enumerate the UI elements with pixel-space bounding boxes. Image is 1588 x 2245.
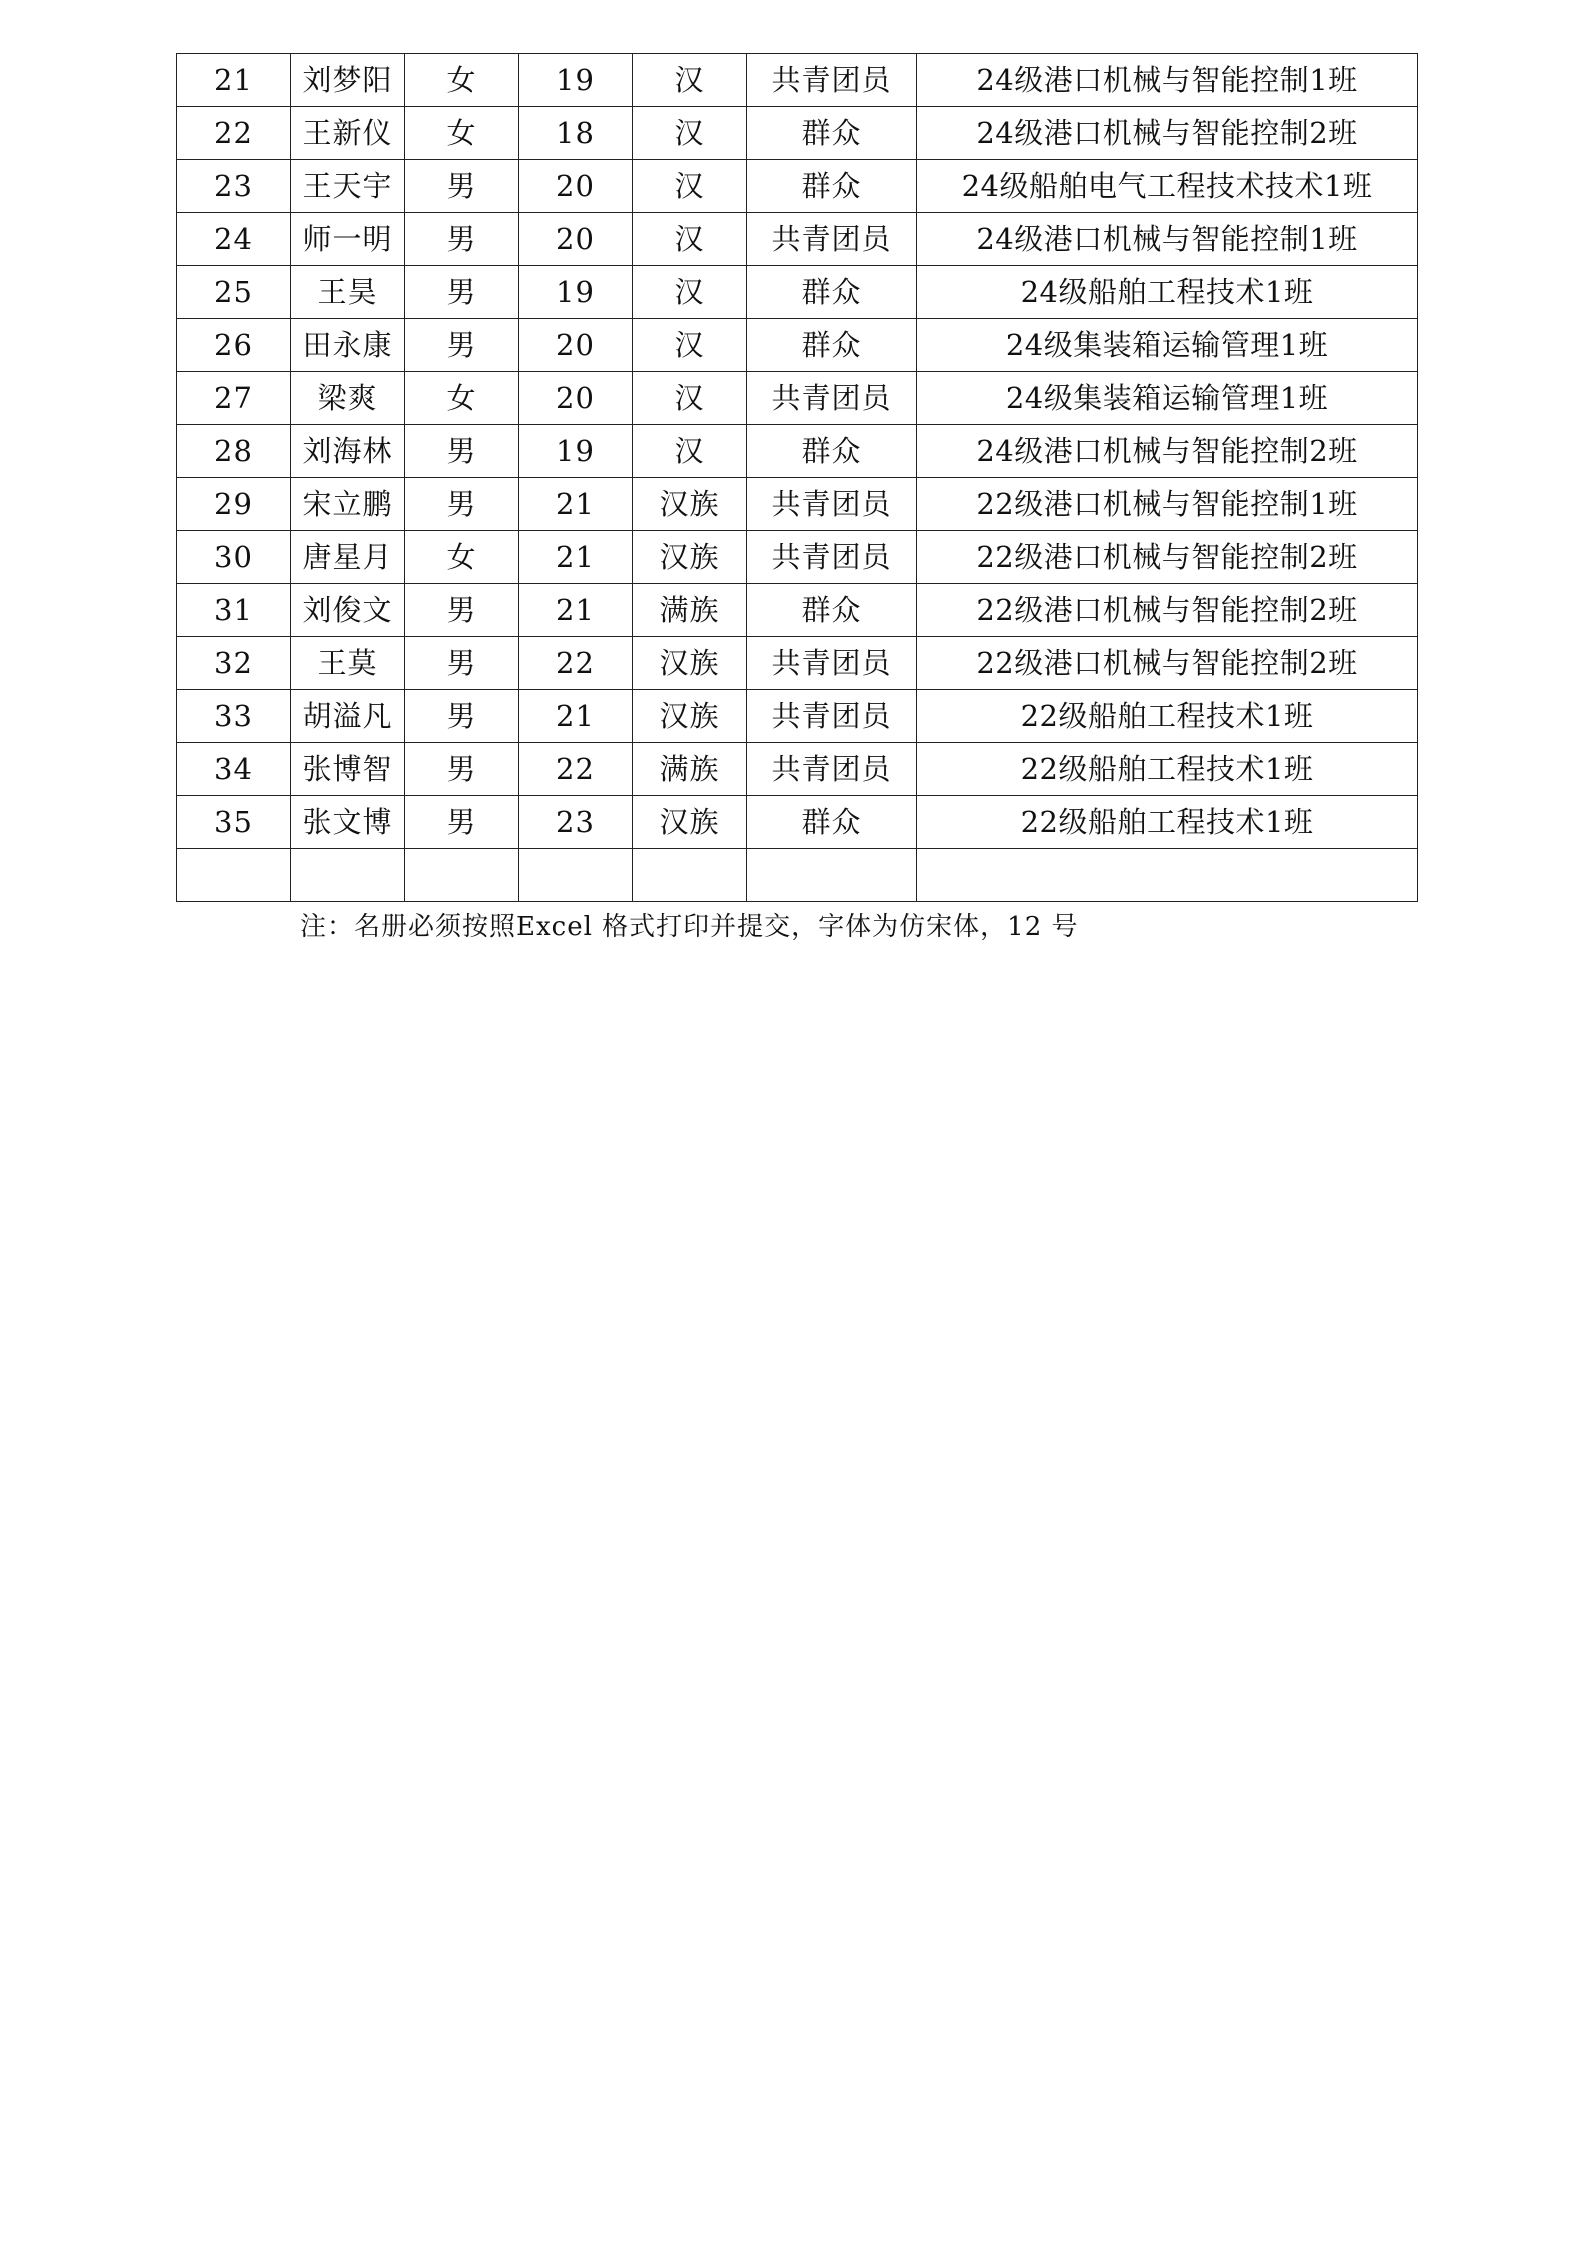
class-name-cell: 22级港口机械与智能控制2班 (917, 637, 1418, 690)
table-footnote: 注：名册必须按照Excel 格式打印并提交，字体为仿宋体，12 号 (300, 912, 1079, 942)
political-status-cell: 群众 (747, 160, 917, 213)
name-cell: 张文博 (291, 796, 405, 849)
class-name-cell: 24级港口机械与智能控制2班 (917, 107, 1418, 160)
class-name-cell: 24级港口机械与智能控制1班 (917, 54, 1418, 107)
ethnicity-cell: 汉 (633, 319, 747, 372)
student-roster-table (176, 53, 1418, 902)
table-row (177, 425, 1418, 478)
row-number-cell: 27 (177, 372, 291, 425)
class-name-cell: 24级集装箱运输管理1班 (917, 372, 1418, 425)
political-status-cell: 群众 (747, 584, 917, 637)
name-cell: 梁爽 (291, 372, 405, 425)
ethnicity-cell: 汉族 (633, 531, 747, 584)
gender-cell: 男 (405, 743, 519, 796)
gender-cell: 男 (405, 637, 519, 690)
name-cell: 王昊 (291, 266, 405, 319)
name-cell: 田永康 (291, 319, 405, 372)
name-cell: 王新仪 (291, 107, 405, 160)
age-cell: 21 (519, 531, 633, 584)
political-status-cell: 群众 (747, 425, 917, 478)
age-cell: 22 (519, 637, 633, 690)
name-cell: 师一明 (291, 213, 405, 266)
class-name-cell: 22级港口机械与智能控制1班 (917, 478, 1418, 531)
ethnicity-cell: 汉族 (633, 796, 747, 849)
table-row (177, 743, 1418, 796)
ethnicity-cell: 汉 (633, 160, 747, 213)
age-cell: 23 (519, 796, 633, 849)
class-name-cell: 24级港口机械与智能控制1班 (917, 213, 1418, 266)
gender-cell: 女 (405, 107, 519, 160)
age-cell: 20 (519, 160, 633, 213)
political-status-cell: 群众 (747, 796, 917, 849)
row-number-cell: 23 (177, 160, 291, 213)
political-status-cell: 共青团员 (747, 213, 917, 266)
gender-cell: 男 (405, 690, 519, 743)
political-status-cell: 群众 (747, 107, 917, 160)
political-status-cell: 共青团员 (747, 54, 917, 107)
row-number-cell: 21 (177, 54, 291, 107)
row-number-cell: 34 (177, 743, 291, 796)
age-cell: 22 (519, 743, 633, 796)
table-row (177, 372, 1418, 425)
political-status-cell: 群众 (747, 266, 917, 319)
age-cell: 20 (519, 213, 633, 266)
table-row (177, 266, 1418, 319)
political-status-cell: 共青团员 (747, 690, 917, 743)
gender-cell: 男 (405, 478, 519, 531)
table-row (177, 584, 1418, 637)
age-cell: 18 (519, 107, 633, 160)
roster-table-body (177, 54, 1418, 902)
gender-cell: 男 (405, 584, 519, 637)
row-number-cell: 26 (177, 319, 291, 372)
gender-cell (405, 849, 519, 902)
row-number-cell: 31 (177, 584, 291, 637)
age-cell: 19 (519, 425, 633, 478)
row-number-cell: 25 (177, 266, 291, 319)
age-cell: 21 (519, 478, 633, 531)
age-cell (519, 849, 633, 902)
class-name-cell: 24级船舶工程技术1班 (917, 266, 1418, 319)
class-name-cell: 22级港口机械与智能控制2班 (917, 531, 1418, 584)
table-row (177, 531, 1418, 584)
age-cell: 20 (519, 372, 633, 425)
table-row (177, 478, 1418, 531)
gender-cell: 男 (405, 796, 519, 849)
ethnicity-cell: 汉 (633, 213, 747, 266)
name-cell: 唐星月 (291, 531, 405, 584)
ethnicity-cell: 汉族 (633, 478, 747, 531)
gender-cell: 男 (405, 213, 519, 266)
political-status-cell: 共青团员 (747, 743, 917, 796)
name-cell: 宋立鹏 (291, 478, 405, 531)
table-row (177, 690, 1418, 743)
age-cell: 19 (519, 54, 633, 107)
row-number-cell: 35 (177, 796, 291, 849)
ethnicity-cell: 汉 (633, 266, 747, 319)
ethnicity-cell: 汉 (633, 107, 747, 160)
political-status-cell: 共青团员 (747, 478, 917, 531)
class-name-cell: 22级船舶工程技术1班 (917, 743, 1418, 796)
gender-cell: 男 (405, 425, 519, 478)
class-name-cell: 22级船舶工程技术1班 (917, 690, 1418, 743)
row-number-cell: 33 (177, 690, 291, 743)
age-cell: 21 (519, 690, 633, 743)
ethnicity-cell: 汉 (633, 372, 747, 425)
row-number-cell (177, 849, 291, 902)
name-cell: 胡溢凡 (291, 690, 405, 743)
class-name-cell: 24级集装箱运输管理1班 (917, 319, 1418, 372)
table-row (177, 319, 1418, 372)
table-row (177, 160, 1418, 213)
name-cell: 王莫 (291, 637, 405, 690)
gender-cell: 男 (405, 266, 519, 319)
name-cell: 刘海林 (291, 425, 405, 478)
gender-cell: 女 (405, 372, 519, 425)
name-cell (291, 849, 405, 902)
political-status-cell: 群众 (747, 319, 917, 372)
name-cell: 王天宇 (291, 160, 405, 213)
table-row (177, 796, 1418, 849)
class-name-cell (917, 849, 1418, 902)
table-row (177, 54, 1418, 107)
ethnicity-cell: 满族 (633, 743, 747, 796)
ethnicity-cell: 满族 (633, 584, 747, 637)
name-cell: 刘梦阳 (291, 54, 405, 107)
class-name-cell: 22级船舶工程技术1班 (917, 796, 1418, 849)
gender-cell: 女 (405, 54, 519, 107)
political-status-cell: 共青团员 (747, 637, 917, 690)
gender-cell: 男 (405, 319, 519, 372)
political-status-cell: 共青团员 (747, 531, 917, 584)
row-number-cell: 22 (177, 107, 291, 160)
row-number-cell: 28 (177, 425, 291, 478)
table-row (177, 213, 1418, 266)
table-row (177, 637, 1418, 690)
empty-table-row (177, 849, 1418, 902)
row-number-cell: 24 (177, 213, 291, 266)
gender-cell: 男 (405, 160, 519, 213)
name-cell: 刘俊文 (291, 584, 405, 637)
ethnicity-cell: 汉族 (633, 690, 747, 743)
political-status-cell (747, 849, 917, 902)
age-cell: 21 (519, 584, 633, 637)
row-number-cell: 32 (177, 637, 291, 690)
age-cell: 19 (519, 266, 633, 319)
ethnicity-cell: 汉族 (633, 637, 747, 690)
ethnicity-cell: 汉 (633, 54, 747, 107)
ethnicity-cell (633, 849, 747, 902)
age-cell: 20 (519, 319, 633, 372)
class-name-cell: 24级船舶电气工程技术技术1班 (917, 160, 1418, 213)
political-status-cell: 共青团员 (747, 372, 917, 425)
class-name-cell: 22级港口机械与智能控制2班 (917, 584, 1418, 637)
row-number-cell: 30 (177, 531, 291, 584)
class-name-cell: 24级港口机械与智能控制2班 (917, 425, 1418, 478)
row-number-cell: 29 (177, 478, 291, 531)
name-cell: 张博智 (291, 743, 405, 796)
ethnicity-cell: 汉 (633, 425, 747, 478)
gender-cell: 女 (405, 531, 519, 584)
table-row (177, 107, 1418, 160)
